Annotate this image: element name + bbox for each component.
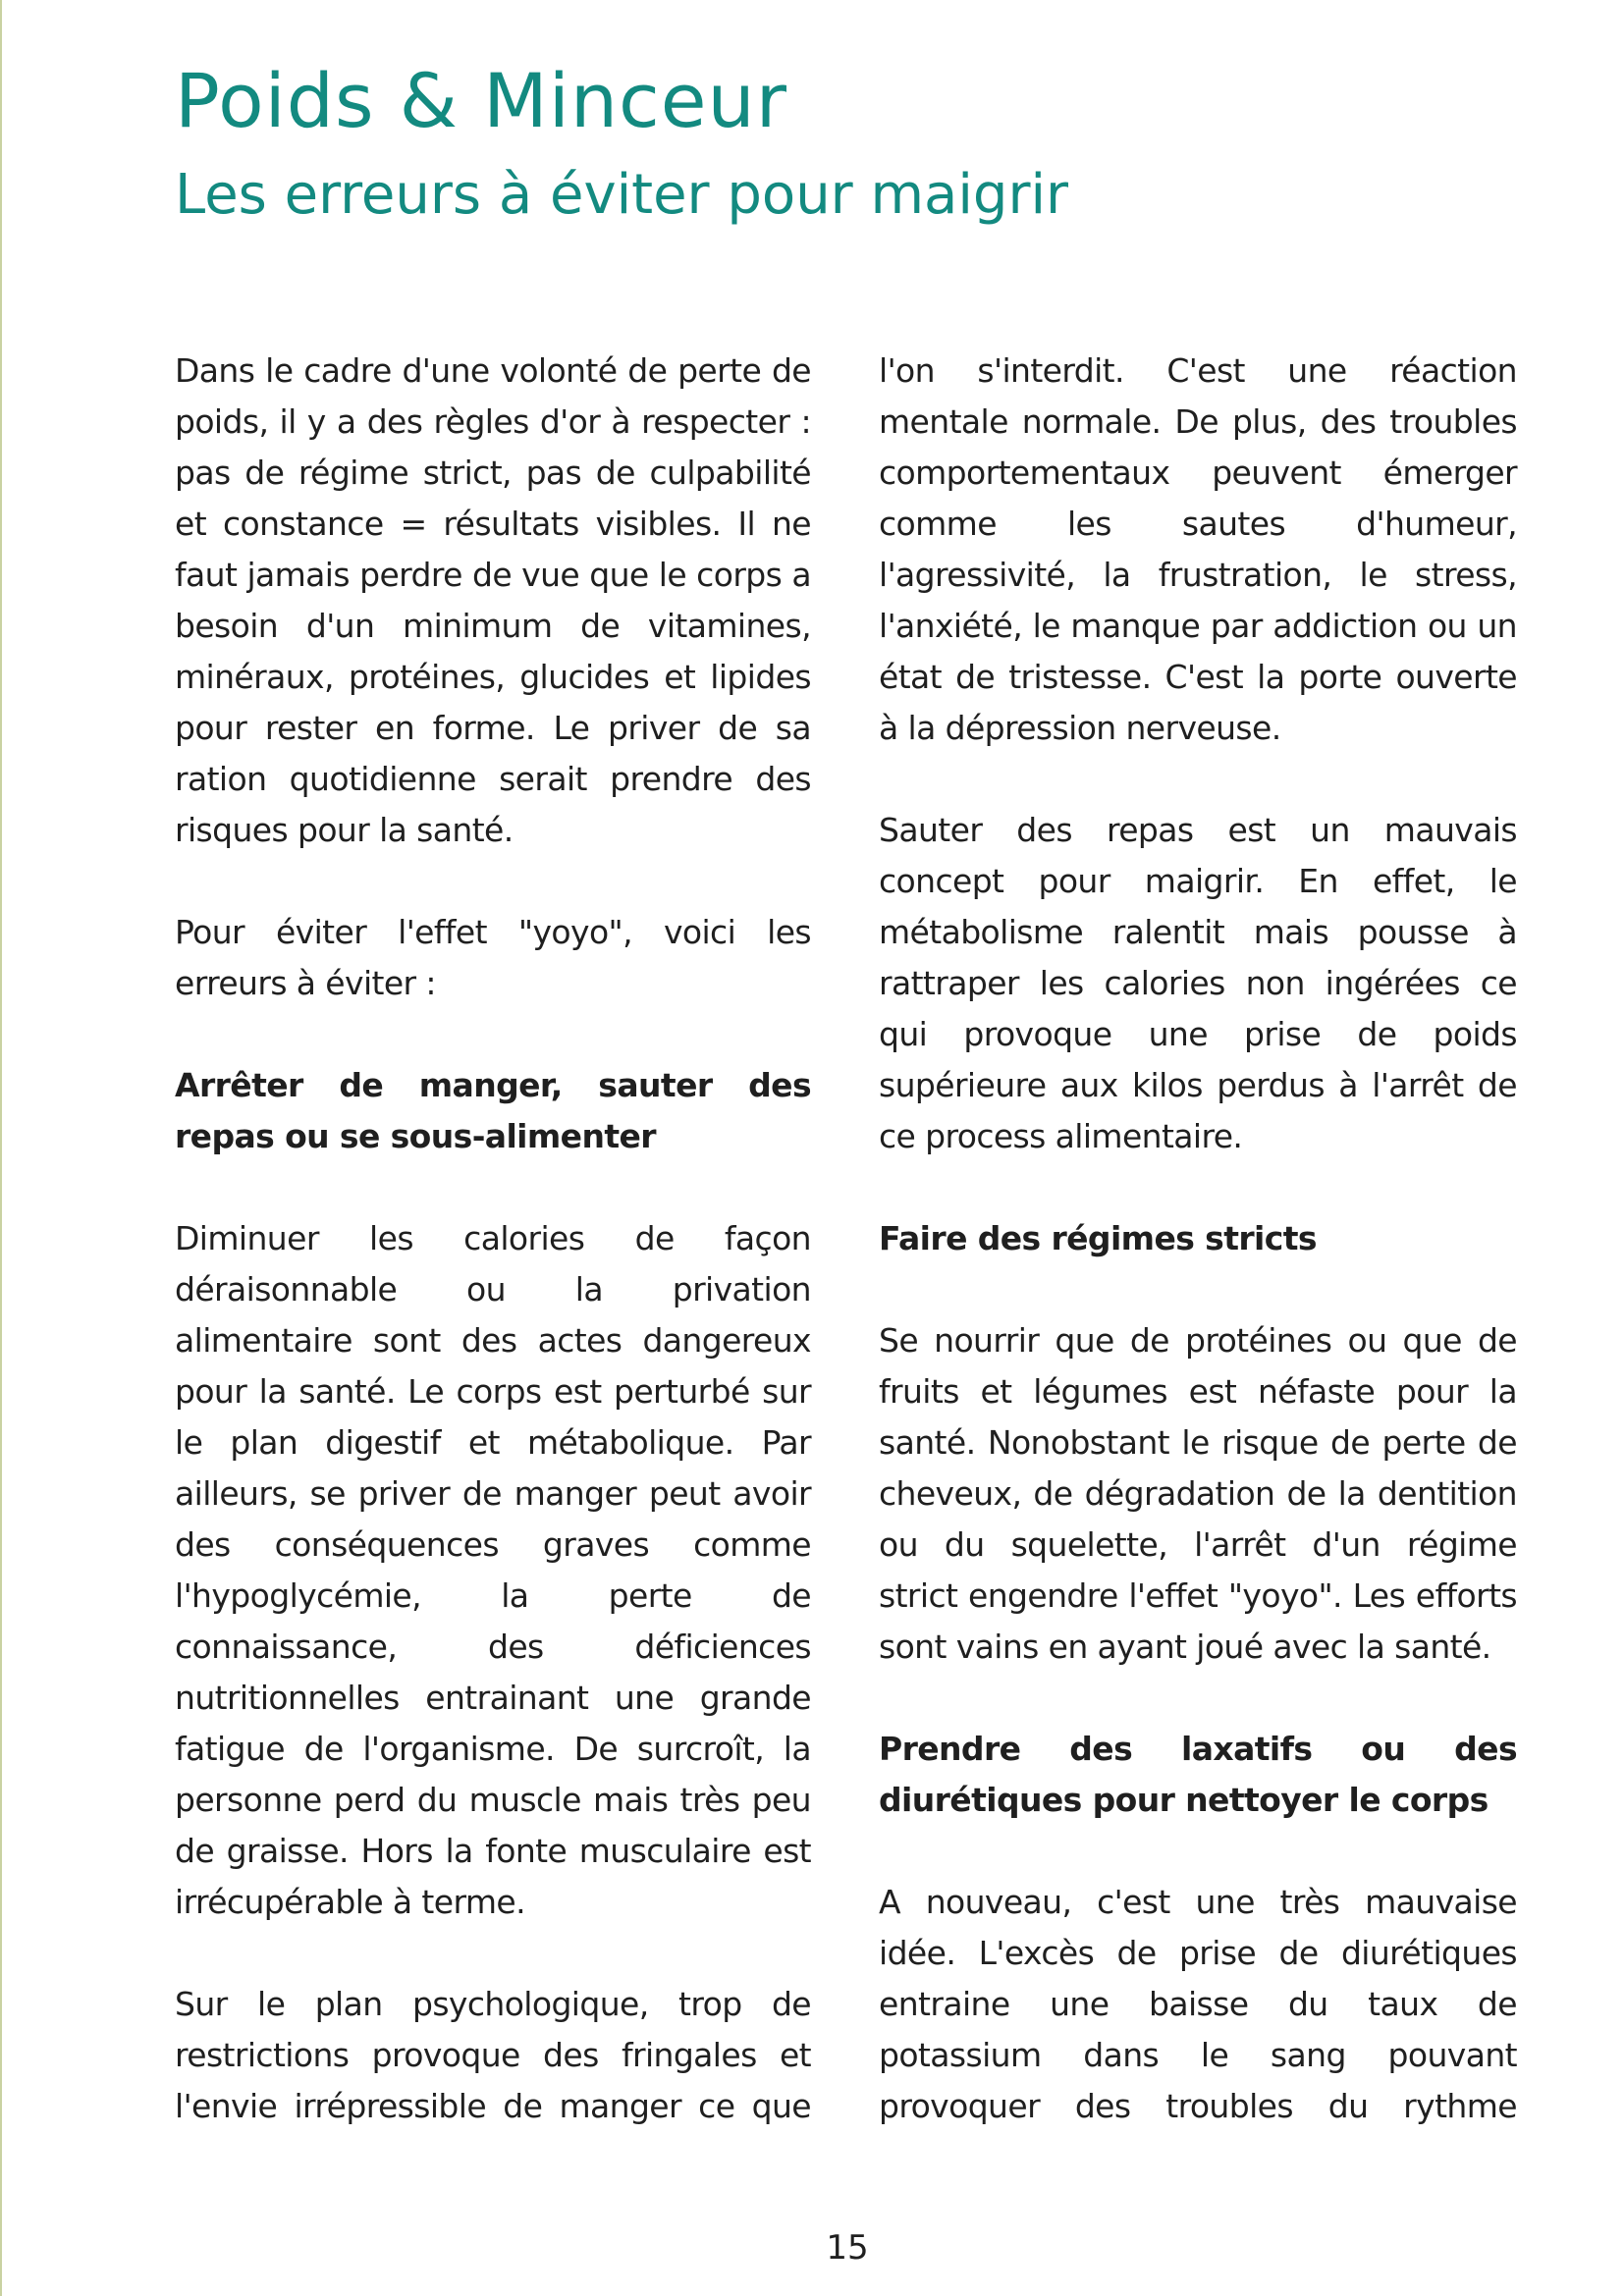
intro-paragraph: Dans le cadre d'une volonté de perte de poids, il y a des règles d'or à respecter : pas de régime strict, pas de culpabilité et constance = résultats visibles. Il ne faut jamais perdre de vue que le corps a besoin d'un minimum de vitamines, minéraux, protéines, glucides et lipides pour rester en forme. Le priver de sa ration quotidienne serait prendre des risques pour la santé. [175,351,811,849]
psychology-paragraph-continued: l'on s'interdit. C'est une réaction mentale normale. De plus, des troubles comportementaux peuvent émerger comme les sautes d'humeur, l'agressivité, la frustration, le stress, l'anxiété, le manque par addiction ou un état de tristesse. C'est la porte ouverte à la dépression nerveuse. [879,351,1517,747]
stop-eating-paragraph: Diminuer les calories de façon déraisonnable ou la privation alimentaire sont des actes dangereux pour la santé. Le corps est perturbé sur le plan digestif et métabolique. Par ailleurs, se priver de manger peut avoir des conséquences graves comme l'hypoglycémie, la perte de connaissance, des déficiences nutritionnelles entrainant une grande fatigue de l'organisme. De surcroît, la personne perd du muscle mais très peu de graisse. Hors la fonte musculaire est irrécupérable à terme. [175,1219,811,1921]
section-heading-stop-eating: Arrêter de manger, sauter des repas ou se sous-alimenter [175,1066,811,1155]
left-column [175,346,811,2132]
page-number: 15 [826,2228,869,2268]
margin-rule [0,0,2,2296]
section-heading-strict-diets: Faire des régimes stricts [879,1219,1317,1257]
page-subtitle: Les erreurs à éviter pour maigrir [175,163,1069,227]
laxatives-paragraph: A nouveau, c'est une très mauvaise idée. L'excès de prise de diurétiques entraine une baisse du taux de potassium dans le sang pouvant provoquer des troubles du rythme [879,1883,1517,2125]
errors-intro-paragraph: Pour éviter l'effet "yoyo", voici les erreurs à éviter : [175,913,811,1002]
page-title: Poids & Minceur [175,57,787,144]
section-heading-laxatives: Prendre des laxatifs ou des diurétiques pour nettoyer le corps [879,1730,1517,1819]
strict-diets-paragraph: Se nourrir que de protéines ou que de fruits et légumes est néfaste pour la santé. Nonobstant le risque de perte de cheveux, de dégradation de la dentition ou du squelette, l'arrêt d'un régime strict engendre l'effet "yoyo". Les efforts sont vains en ayant joué avec la santé. [879,1321,1517,1666]
skip-meals-paragraph: Sauter des repas est un mauvais concept pour maigrir. En effet, le métabolisme ralentit mais pousse à rattraper les calories non ingérées ce qui provoque une prise de poids supérieure aux kilos perdus à l'arrêt de ce process alimentaire. [879,811,1517,1155]
right-column [879,346,1517,2132]
psychology-paragraph: Sur le plan psychologique, trop de restrictions provoque des fringales et l'envie irrépressible de manger ce que [175,1985,811,2125]
